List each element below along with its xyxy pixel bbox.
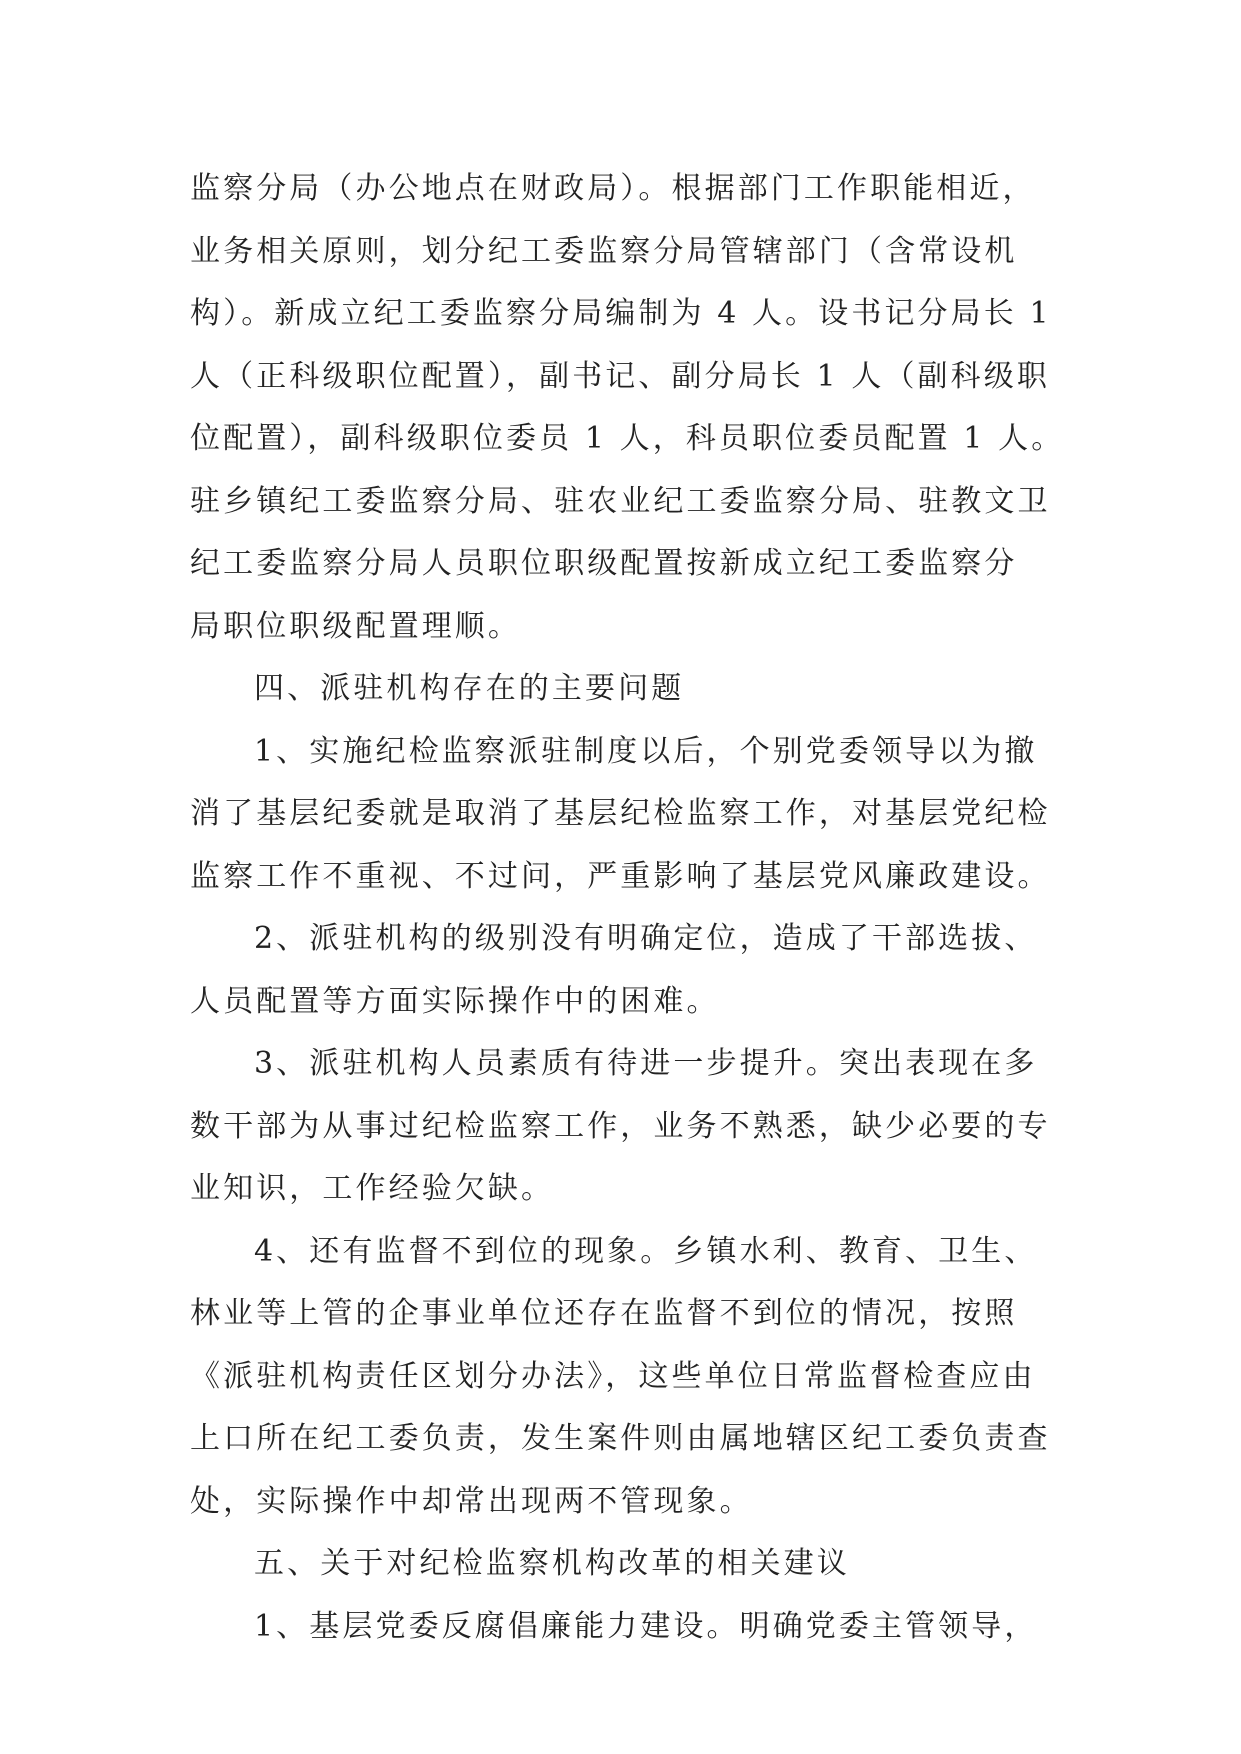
text-line: 纪工委监察分局人员职位职级配置按新成立纪工委监察分 — [190, 546, 1018, 581]
text-line: 处，实际操作中却常出现两不管现象。 — [190, 1483, 753, 1519]
text-line: 人（正科级职位配置），副书记、副分局长 1 人（副科级职 — [190, 358, 1050, 394]
text-line: 监察分局（办公地点在财政局）。根据部门工作职能相近， — [190, 171, 1036, 206]
text-line: 局职位职级配置理顺。 — [190, 608, 521, 644]
text-line: 位配置），副科级职位委员 1 人，科员职位委员配置 1 人。 — [190, 421, 1065, 456]
text-line: 《派驻机构责任区划分办法》，这些单位日常监督检查应由 — [190, 1358, 1036, 1394]
section-heading-4: 四、派驻机构存在的主要问题 — [254, 671, 685, 706]
text-line: 业务相关原则，划分纪工委监察分局管辖部门（含常设机 — [190, 233, 1018, 269]
text-line: 上口所在纪工委负责，发生案件则由属地辖区纪工委负责查 — [190, 1421, 1051, 1456]
section-heading-5: 五、关于对纪检监察机构改革的相关建议 — [254, 1546, 850, 1581]
document-body — [190, 158, 1065, 1658]
text-line: 4、还有监督不到位的现象。乡镇水利、教育、卫生、 — [254, 1233, 1038, 1269]
text-line: 构）。新成立纪工委监察分局编制为 4 人。设书记分局长 1 — [190, 296, 1052, 331]
text-line: 消了基层纪委就是取消了基层纪检监察工作，对基层党纪检 — [190, 796, 1051, 831]
text-line: 林业等上管的企事业单位还存在监督不到位的情况，按照 — [190, 1296, 1018, 1331]
text-line: 数干部为从事过纪检监察工作，业务不熟悉，缺少必要的专 — [190, 1108, 1051, 1144]
text-line: 1、基层党委反腐倡廉能力建设。明确党委主管领导， — [254, 1608, 1038, 1644]
text-line: 监察工作不重视、不过问，严重影响了基层党风廉政建设。 — [190, 858, 1051, 894]
text-line: 驻乡镇纪工委监察分局、驻农业纪工委监察分局、驻教文卫 — [190, 483, 1051, 519]
text-line: 业知识，工作经验欠缺。 — [190, 1171, 555, 1206]
text-line: 人员配置等方面实际操作中的困难。 — [190, 983, 720, 1019]
text-line: 3、派驻机构人员素质有待进一步提升。突出表现在多 — [254, 1046, 1038, 1081]
text-line: 1、实施纪检监察派驻制度以后，个别党委领导以为撤 — [254, 733, 1038, 769]
text-line: 2、派驻机构的级别没有明确定位，造成了干部选拔、 — [254, 921, 1038, 956]
